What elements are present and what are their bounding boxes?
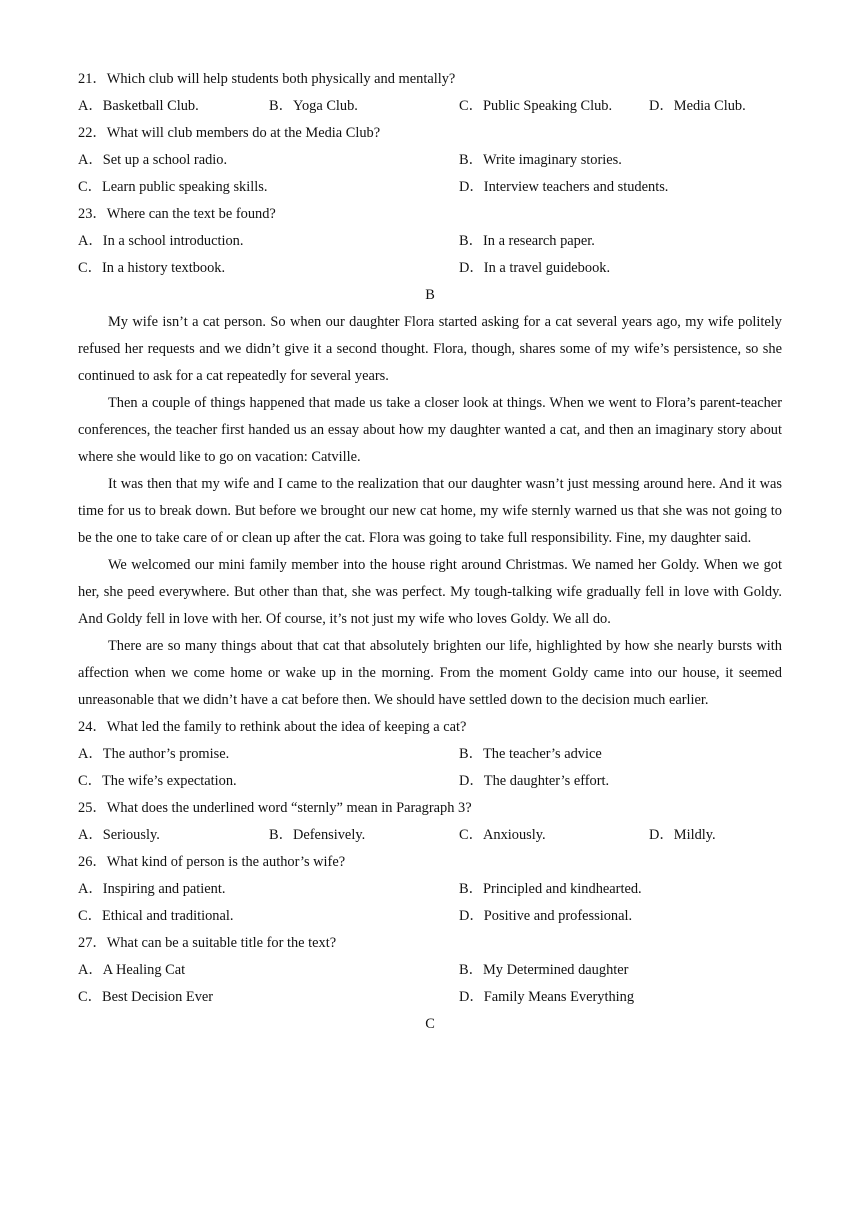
q23-option-d: D．In a travel guidebook. <box>459 260 611 276</box>
question-26-stem: 26．What kind of person is the author’s wife? <box>78 854 346 870</box>
q26-option-a: A．Inspiring and patient. <box>78 881 226 897</box>
question-26-options-row1 <box>78 876 782 903</box>
q27-option-c: C．Best Decision Ever <box>78 989 214 1005</box>
question-21-stem: 21．Which club will help students both physically and mentally? <box>78 71 456 87</box>
q27-option-b: B．My Determined daughter <box>459 962 629 978</box>
q24-option-b: B．The teacher’s advice <box>459 746 602 762</box>
q21-option-a: A．Basketball Club. <box>78 98 199 114</box>
question-22-options-row1 <box>78 147 782 174</box>
passage-paragraph-3: It was then that my wife and I came to the realization that our daughter wasn’t just messing around here. And it was time for us to break down. But before we brought our new cat home, my wife sternly warned us that she was not going to be the one to take care of or clean up after the cat. Flora was going to take full responsibility. Fine, my daughter said. <box>78 476 782 546</box>
q21-option-b: B．Yoga Club. <box>269 98 358 114</box>
q25-option-d: D．Mildly. <box>649 827 716 843</box>
q26-option-d: D．Positive and professional. <box>459 908 633 924</box>
exam-page <box>78 66 782 1038</box>
q26-option-b: B．Principled and kindhearted. <box>459 881 642 897</box>
question-21-options <box>78 93 782 120</box>
question-24-stem: 24．What led the family to rethink about the idea of keeping a cat? <box>78 719 467 735</box>
q23-option-a: A．In a school introduction. <box>78 233 244 249</box>
q21-option-c: C．Public Speaking Club. <box>459 98 613 114</box>
question-24-options-row2 <box>78 768 782 795</box>
question-26-options-row2 <box>78 903 782 930</box>
question-23-stem: 23．Where can the text be found? <box>78 206 276 222</box>
q25-option-c: C．Anxiously. <box>459 827 546 843</box>
q24-option-d: D．The daughter’s effort. <box>459 773 610 789</box>
q21-option-d: D．Media Club. <box>649 98 746 114</box>
q22-option-b: B．Write imaginary stories. <box>459 152 622 168</box>
q27-option-d: D．Family Means Everything <box>459 989 635 1005</box>
q22-option-a: A．Set up a school radio. <box>78 152 228 168</box>
passage-paragraph-5: There are so many things about that cat that absolutely brighten our life, highlighted by how she nearly bursts with affection when we come home or wake up in the morning. From the moment Goldy came into our house, it seemed unreasonable that we didn’t have a cat before then. We should have settled down to the decision much earlier. <box>78 638 782 708</box>
question-24-options-row1 <box>78 741 782 768</box>
q25-option-b: B．Defensively. <box>269 827 366 843</box>
q25-option-a: A．Seriously. <box>78 827 160 843</box>
passage-paragraph-4: We welcomed our mini family member into the house right around Christmas. We named her Goldy. When we got her, she peed everywhere. But other than that, she was perfect. My tough-talking wife gradually fell in love with Goldy. And Goldy fell in love with her. Of course, it’s not just my wife who loves Goldy. We all do. <box>78 557 782 627</box>
q24-option-a: A．The author’s promise. <box>78 746 230 762</box>
question-22-options-row2 <box>78 174 782 201</box>
section-heading-c: C <box>425 1016 435 1032</box>
question-25-options <box>78 822 782 849</box>
q26-option-c: C．Ethical and traditional. <box>78 908 234 924</box>
question-23-options-row1 <box>78 228 782 255</box>
question-27-stem: 27．What can be a suitable title for the text? <box>78 935 337 951</box>
q22-option-d: D．Interview teachers and students. <box>459 179 669 195</box>
question-23-options-row2 <box>78 255 782 282</box>
q24-option-c: C．The wife’s expectation. <box>78 773 237 789</box>
q22-option-c: C．Learn public speaking skills. <box>78 179 268 195</box>
section-heading-b: B <box>425 287 435 303</box>
question-27-options-row1 <box>78 957 782 984</box>
passage-paragraph-2: Then a couple of things happened that made us take a closer look at things. When we went to Flora’s parent-teacher conferences, the teacher first handed us an essay about how my daughter wanted a cat, and then an imaginary story about where she would like to go on vacation: Catville. <box>78 395 782 465</box>
q23-option-b: B．In a research paper. <box>459 233 595 249</box>
question-25-stem: 25．What does the underlined word “sternly” mean in Paragraph 3? <box>78 800 472 816</box>
question-22-stem: 22．What will club members do at the Media Club? <box>78 125 381 141</box>
q23-option-c: C．In a history textbook. <box>78 260 226 276</box>
question-27-options-row2 <box>78 984 782 1011</box>
q27-option-a: A．A Healing Cat <box>78 962 186 978</box>
passage-paragraph-1: My wife isn’t a cat person. So when our daughter Flora started asking for a cat several years ago, my wife politely refused her requests and we didn’t give it a second thought. Flora, though, shares some of my wife’s persistence, so she continued to ask for a cat repeatedly for several years. <box>78 314 782 384</box>
